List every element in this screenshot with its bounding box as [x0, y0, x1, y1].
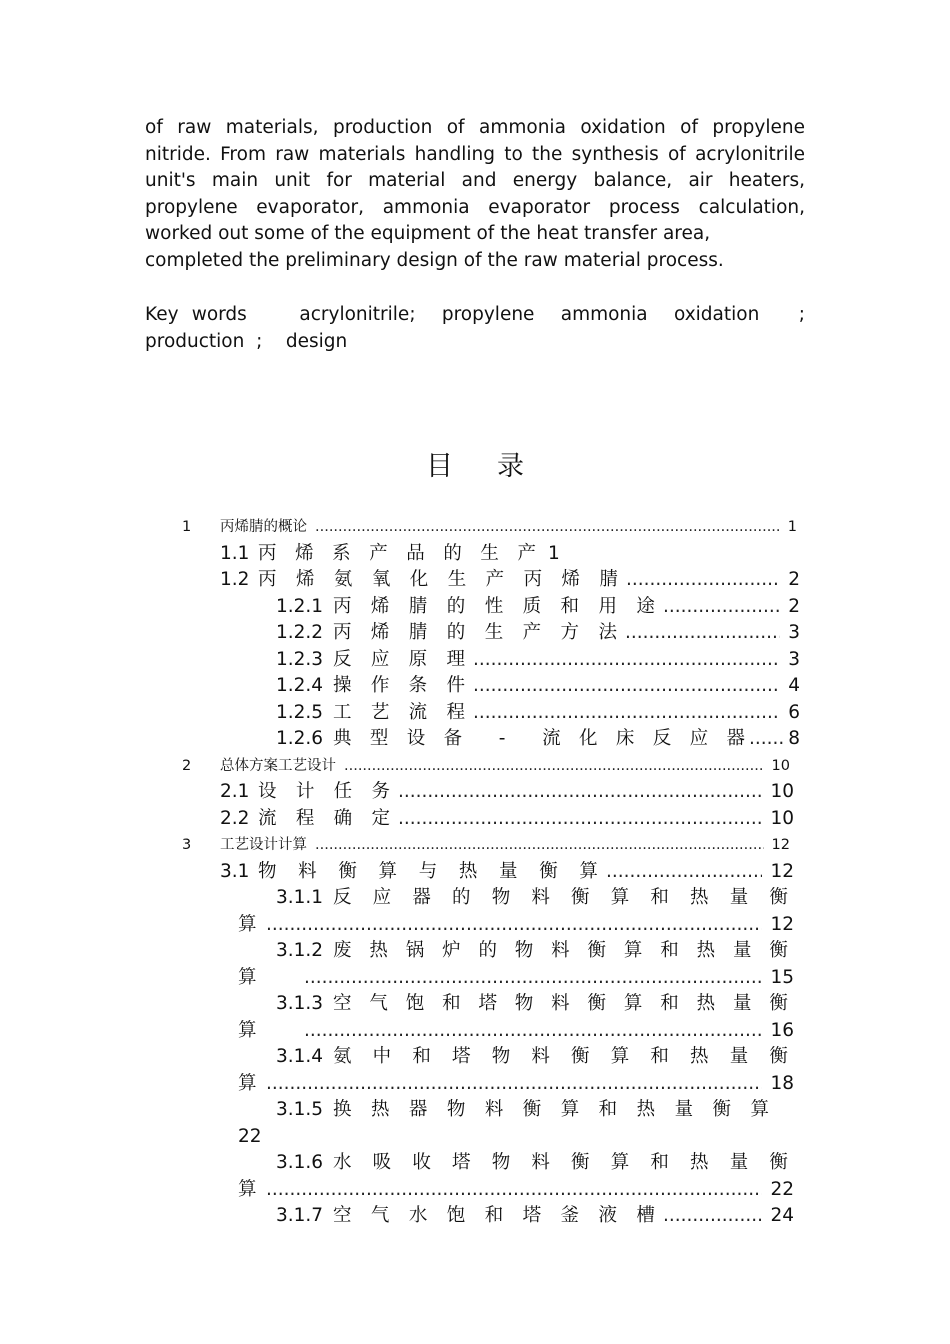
toc-title-char: 量 — [499, 861, 518, 882]
toc-entry-number: 3.1.7 — [276, 1205, 324, 1226]
toc-entry-title — [238, 1177, 258, 1203]
toc-title-char: 产 — [517, 543, 536, 564]
toc-title-char: 衡 — [571, 1046, 590, 1067]
toc-title-char: 中 — [372, 1046, 392, 1067]
toc-entry-page: 12 — [770, 861, 794, 882]
toc-title-char: 热 — [690, 1046, 709, 1067]
toc-title-char: 和 — [650, 1046, 669, 1067]
toc-title-char: 程 — [446, 702, 465, 723]
toc-title-char: 物 — [491, 1046, 511, 1067]
toc-dot-leader — [266, 1071, 762, 1097]
toc-title-char: 的 — [452, 887, 471, 908]
toc-title-char: 烯 — [295, 543, 314, 564]
toc-title-char: 丙 — [258, 543, 277, 564]
toc-title-char: 定 — [371, 808, 390, 829]
toc-title-char: 算 — [623, 940, 643, 961]
toc-title-char: 衡 — [769, 940, 788, 961]
toc-title-char: 物 — [514, 993, 534, 1014]
toc-title-char: 热 — [370, 1099, 390, 1120]
toc-title-char: 典 — [333, 728, 352, 749]
toc-title-char: 水 — [333, 1152, 352, 1173]
toc-title-char: 务 — [371, 781, 390, 802]
toc-title-char: 釜 — [560, 1205, 580, 1226]
toc-entry[interactable] — [276, 938, 790, 964]
toc-title-char: 衡 — [571, 1152, 590, 1173]
toc-title-char: 物 — [491, 887, 511, 908]
abstract-block — [145, 115, 805, 274]
toc-title-char: 料 — [484, 1099, 504, 1120]
toc-entry-number: 3.1.1 — [276, 887, 324, 908]
toc-title-char: 和 — [598, 1099, 618, 1120]
toc-title-char: 床 — [615, 728, 635, 749]
toc-entry-page: 22 — [770, 1179, 794, 1200]
toc-entry-number: 1.2 — [220, 569, 250, 590]
toc-entry[interactable] — [220, 541, 560, 567]
toc-title-char: 和 — [484, 1205, 504, 1226]
toc-title-char: 热 — [458, 861, 478, 882]
toc-entry-title: 总体方案工艺设计 — [220, 758, 336, 774]
toc-title-char: 算 — [560, 1099, 580, 1120]
toc-entry[interactable] — [276, 647, 800, 673]
toc-entry[interactable] — [276, 594, 800, 620]
toc-title-char: 料 — [531, 1152, 550, 1173]
toc-entry-number: 1.2.3 — [276, 649, 324, 670]
toc-title-char: 的 — [443, 543, 462, 564]
toc-title-char: 物 — [258, 861, 277, 882]
toc-title-char: 反 — [333, 887, 352, 908]
toc-entry-number: 1.1 — [220, 543, 250, 564]
toc-title-char: 器 — [408, 1099, 428, 1120]
toc-title-char: 衡 — [769, 1046, 788, 1067]
toc-entry-title — [238, 912, 258, 938]
toc-title-char: 腈 — [408, 596, 428, 617]
toc-title-char: 衡 — [587, 940, 607, 961]
toc-title-char: 算 — [238, 967, 257, 988]
toc-entry[interactable] — [276, 620, 800, 646]
toc-title-char: 热 — [369, 940, 388, 961]
toc-title-char: 塔 — [452, 1046, 471, 1067]
toc-title-char: 物 — [514, 940, 534, 961]
toc-entry-title: 丙烯腈的概论 — [220, 519, 307, 535]
toc-entry[interactable] — [276, 1150, 790, 1176]
toc-entry-page: 12 — [770, 914, 794, 935]
toc-dot-leader — [626, 567, 780, 593]
toc-title-char: 法 — [598, 622, 617, 643]
toc-title-char: 塔 — [452, 1152, 471, 1173]
toc-title-char: 料 — [551, 940, 570, 961]
toc-entry-number: 3 — [182, 837, 192, 853]
toc-title-char: 量 — [674, 1099, 694, 1120]
toc-entry-title — [333, 1150, 788, 1176]
toc-title-char: 算 — [238, 1179, 257, 1200]
toc-title-char: 化 — [409, 569, 429, 590]
toc-entry[interactable] — [238, 912, 794, 938]
toc-entry[interactable] — [276, 1097, 790, 1123]
toc-title-char: 衡 — [571, 887, 590, 908]
toc-dot-leader — [663, 594, 780, 620]
toc-title-char: 饱 — [405, 993, 425, 1014]
toc-entry-page: 10 — [770, 808, 794, 829]
toc-entry-page: 3 — [788, 649, 800, 670]
toc-title-char: 产 — [369, 543, 388, 564]
toc-title-char: 衡 — [587, 993, 607, 1014]
toc-title-char: 算 — [238, 1073, 257, 1094]
toc-entry[interactable] — [220, 859, 794, 885]
toc-title-char: 品 — [406, 543, 425, 564]
toc-title-char: 腈 — [599, 569, 618, 590]
toc-entry-title — [258, 779, 390, 805]
toc-title-char: 流 — [542, 728, 561, 749]
toc-title-char: 饱 — [446, 1205, 466, 1226]
toc-title-char: 槽 — [636, 1205, 655, 1226]
toc-entry-page: 16 — [770, 1020, 794, 1041]
toc-entry-title — [333, 991, 788, 1017]
toc-title-char: 件 — [446, 675, 465, 696]
toc-entry-page: 22 — [238, 1126, 262, 1147]
toc-title-char: 操 — [333, 675, 352, 696]
toc-entry[interactable] — [276, 700, 800, 726]
toc-entry-page: 1 — [548, 543, 560, 564]
toc-title-char: 换 — [333, 1099, 352, 1120]
toc-entry[interactable] — [238, 1018, 794, 1044]
toc-title-char: 收 — [412, 1152, 431, 1173]
toc-entry-number: 1.2.1 — [276, 596, 324, 617]
toc-entry-title: 工艺设计计算 — [220, 837, 307, 853]
toc-entry-number: 2.1 — [220, 781, 250, 802]
toc-dot-leader — [473, 700, 780, 726]
toc-title-char: 生 — [447, 569, 467, 590]
toc-title-char: - — [498, 728, 506, 749]
toc-entry-page: 2 — [788, 569, 800, 590]
toc-dot-leader — [304, 965, 762, 991]
toc-title-char: 算 — [238, 914, 257, 935]
toc-entry[interactable] — [276, 991, 790, 1017]
toc-entry-title — [333, 700, 465, 726]
toc-title-char: 衡 — [712, 1099, 732, 1120]
toc-entry-number: 3.1.5 — [276, 1099, 324, 1120]
toc-title-char: 算 — [610, 887, 630, 908]
toc-title-char: 热 — [690, 887, 709, 908]
toc-entry[interactable] — [220, 779, 794, 805]
toc-dot-leader — [473, 673, 780, 699]
toc-dot-leader — [398, 806, 762, 832]
toc-title-char: 丙 — [333, 622, 352, 643]
toc-title-char: 流 — [258, 808, 277, 829]
toc-entry[interactable] — [276, 726, 800, 752]
toc-title-char: 锅 — [405, 940, 425, 961]
toc-title-char: 气 — [370, 1205, 390, 1226]
toc-entry[interactable] — [238, 1177, 794, 1203]
toc-entry[interactable] — [238, 1071, 794, 1097]
toc-title-char: 质 — [522, 596, 542, 617]
keywords-line — [145, 302, 817, 355]
toc-title-char: 和 — [650, 1152, 669, 1173]
toc-title-char: 算 — [610, 1152, 630, 1173]
toc-entry-page: 12 — [771, 837, 790, 853]
toc-dot-leader — [663, 1203, 762, 1229]
toc-title-char: 器 — [726, 728, 745, 749]
toc-entry-title — [258, 806, 390, 832]
toc-entry-page: 1 — [787, 519, 797, 535]
toc-title-char: 算 — [238, 1020, 257, 1041]
toc-entry[interactable] — [276, 673, 800, 699]
toc-entry-number: 1.2.4 — [276, 675, 324, 696]
toc-title-char: 料 — [531, 1046, 550, 1067]
toc-entry-title — [238, 965, 296, 991]
toc-entry-title — [333, 1203, 655, 1229]
toc-title-char: 条 — [408, 675, 428, 696]
toc-title-char: 液 — [598, 1205, 617, 1226]
toc-entry[interactable] — [182, 514, 797, 540]
toc-entry-title — [238, 1071, 258, 1097]
toc-title-char: 应 — [689, 728, 709, 749]
toc-title-char: 氨 — [333, 569, 353, 590]
toc-title-char: 器 — [412, 887, 431, 908]
toc-entry-title — [333, 1097, 769, 1123]
toc-entry-page: 24 — [770, 1205, 794, 1226]
toc-entry[interactable] — [220, 806, 794, 832]
toc-title-char: 途 — [636, 596, 655, 617]
toc-title-char: 性 — [484, 596, 504, 617]
toc-title-char: 反 — [333, 649, 352, 670]
toc-dot-leader — [315, 514, 780, 540]
toc-dot-leader — [625, 620, 780, 646]
toc-title-char: 水 — [408, 1205, 428, 1226]
toc-title-char: 算 — [623, 993, 643, 1014]
abstract-last-line: completed the preliminary design of the raw material process. — [145, 249, 724, 271]
toc-title-char: 量 — [732, 993, 752, 1014]
toc-title-char: 烯 — [370, 622, 390, 643]
toc-title-char: 应 — [370, 649, 390, 670]
toc-title-char: 反 — [652, 728, 672, 749]
toc-entry[interactable] — [220, 567, 800, 593]
toc-title-char: 量 — [729, 1046, 749, 1067]
toc-title-char: 和 — [650, 887, 669, 908]
toc-entry-page: 10 — [771, 758, 790, 774]
toc-title-char: 料 — [298, 861, 317, 882]
toc-title-char: 计 — [295, 781, 315, 802]
toc-title-char: 塔 — [522, 1205, 542, 1226]
toc-entry-number: 3.1.3 — [276, 993, 324, 1014]
toc-entry[interactable] — [182, 753, 790, 779]
toc-title-char: 工 — [333, 702, 352, 723]
toc-title-char: 作 — [370, 675, 390, 696]
toc-title-char: 量 — [729, 887, 749, 908]
toc-title-char: 的 — [478, 940, 497, 961]
toc-entry-title — [333, 620, 617, 646]
toc-entry-page: 3 — [788, 622, 800, 643]
toc-entry[interactable] — [238, 965, 794, 991]
toc-dot-leader — [315, 832, 764, 858]
toc-title-char: 应 — [372, 887, 392, 908]
toc-title-char: 氧 — [371, 569, 391, 590]
toc-title-char: 艺 — [370, 702, 390, 723]
toc-title-char: 物 — [446, 1099, 466, 1120]
toc-title-char: 产 — [522, 622, 542, 643]
toc-dot-leader — [344, 753, 764, 779]
toc-title-char: 生 — [480, 543, 499, 564]
toc-dot-leader — [304, 1018, 762, 1044]
toc-title-char: 产 — [485, 569, 505, 590]
toc-title-char: 理 — [446, 649, 465, 670]
toc-title-char: 炉 — [442, 940, 461, 961]
toc-dot-leader — [473, 647, 780, 673]
toc-entry-number: 3.1.2 — [276, 940, 324, 961]
toc-entry-title — [333, 647, 465, 673]
toc-title-char: 量 — [729, 1152, 749, 1173]
toc-entry[interactable] — [276, 1044, 790, 1070]
toc-entry[interactable] — [276, 885, 790, 911]
toc-title-char: 衡 — [338, 861, 357, 882]
toc-entry-title — [238, 1018, 296, 1044]
toc-title-char: 的 — [446, 622, 466, 643]
toc-title-char: 程 — [295, 808, 315, 829]
toc-entry-page: 18 — [770, 1073, 794, 1094]
toc-title-char: 算 — [378, 861, 398, 882]
toc-title-char: 热 — [696, 940, 716, 961]
toc-entry-number: 2 — [182, 758, 192, 774]
toc-title-char: 空 — [333, 993, 352, 1014]
toc-title-char: 原 — [408, 649, 428, 670]
toc-title-char: 料 — [551, 993, 570, 1014]
toc-entry-page: 4 — [788, 675, 800, 696]
toc-entry-page: 2 — [788, 596, 800, 617]
toc-dot-leader — [749, 726, 784, 752]
toc-entry-title — [258, 859, 598, 885]
toc-title-char: 确 — [333, 808, 353, 829]
toc-title-char: 烯 — [370, 596, 390, 617]
toc-title-char: 和 — [660, 940, 679, 961]
toc-entry-title — [333, 726, 745, 752]
toc-title-char: 物 — [491, 1152, 511, 1173]
toc-entry-number: 2.2 — [220, 808, 250, 829]
toc-title-char: 设 — [258, 781, 277, 802]
toc-entry[interactable] — [182, 832, 790, 858]
toc-dot-leader — [266, 912, 762, 938]
toc-title-char: 算 — [579, 861, 598, 882]
toc-title-char: 和 — [660, 993, 679, 1014]
toc-entry[interactable] — [238, 1124, 262, 1150]
toc-title-char: 衡 — [769, 887, 788, 908]
toc-entry-title — [333, 885, 788, 911]
toc-title-char: 氨 — [333, 1046, 352, 1067]
toc-title-char: 废 — [333, 940, 352, 961]
toc-entry-title — [333, 938, 788, 964]
toc-entry-page: 10 — [770, 781, 794, 802]
toc-title-char: 算 — [610, 1046, 630, 1067]
toc-title-char: 型 — [369, 728, 389, 749]
toc-title-char: 备 — [443, 728, 463, 749]
toc-title-char: 设 — [406, 728, 426, 749]
toc-entry-number: 3.1 — [220, 861, 250, 882]
toc-entry-title — [333, 594, 655, 620]
toc-dot-leader — [606, 859, 762, 885]
toc-title-char: 衡 — [769, 1152, 788, 1173]
toc-title-char: 系 — [332, 543, 351, 564]
toc-entry-title — [258, 541, 536, 567]
abstract-paragraph: of raw materials, production of ammonia oxidation of propylene nitride. From raw materials handling to the synthesis of acrylonitrile unit's main unit for material and energy balance, air heaters, propylene evaporator, ammonia evaporator process calculation, worked out some of the equipment of the heat transfer area, — [145, 117, 805, 244]
toc-title-char: 丙 — [333, 596, 352, 617]
toc-dot-leader — [398, 779, 762, 805]
toc-entry-number: 1.2.5 — [276, 702, 324, 723]
toc-title-char: 和 — [442, 993, 461, 1014]
toc-title-char: 烯 — [561, 569, 581, 590]
toc-entry-number: 3.1.4 — [276, 1046, 324, 1067]
toc-title-char: 与 — [418, 861, 438, 882]
toc-title-char: 量 — [732, 940, 752, 961]
toc-title-char: 用 — [598, 596, 617, 617]
toc-title-char: 化 — [579, 728, 598, 749]
toc-entry-page: 8 — [788, 728, 800, 749]
toc-entry[interactable] — [276, 1203, 794, 1229]
toc-title-char: 气 — [369, 993, 388, 1014]
toc-title-char: 衡 — [769, 993, 788, 1014]
toc-title-char: 任 — [333, 781, 353, 802]
toc-title-char: 衡 — [539, 861, 558, 882]
toc-title-char: 热 — [690, 1152, 709, 1173]
toc-entry-number: 3.1.6 — [276, 1152, 324, 1173]
keywords-text: Key words acrylonitrile; propylene ammonia oxidation ; production ; design — [145, 304, 817, 352]
toc-title-char: 方 — [560, 622, 580, 643]
toc-entry-number: 1.2.6 — [276, 728, 324, 749]
toc-title-char: 和 — [560, 596, 580, 617]
toc-entry-title — [333, 673, 465, 699]
toc-entry-title — [333, 1044, 788, 1070]
toc-entry-number: 1 — [182, 519, 192, 535]
toc-title-char: 和 — [412, 1046, 431, 1067]
toc-title-char: 料 — [531, 887, 550, 908]
toc-title-char: 流 — [408, 702, 428, 723]
toc-title-char: 腈 — [408, 622, 428, 643]
toc-entry-page: 6 — [788, 702, 800, 723]
toc-title: 目录 — [426, 451, 568, 482]
toc-title-char: 的 — [446, 596, 466, 617]
toc-title-char: 生 — [484, 622, 504, 643]
toc-title-char: 丙 — [523, 569, 543, 590]
toc-title-char: 烯 — [295, 569, 315, 590]
toc-entry-title — [258, 567, 618, 593]
toc-title-char: 塔 — [478, 993, 497, 1014]
toc-entry-page: 15 — [770, 967, 794, 988]
toc-title-char: 空 — [333, 1205, 352, 1226]
toc-dot-leader — [266, 1177, 762, 1203]
toc-title-char: 衡 — [522, 1099, 542, 1120]
toc-entry-number: 1.2.2 — [276, 622, 324, 643]
toc-title-char: 热 — [636, 1099, 656, 1120]
toc-title-char: 吸 — [372, 1152, 392, 1173]
toc-title-char: 丙 — [258, 569, 277, 590]
toc-title-char: 算 — [750, 1099, 769, 1120]
toc-title-char: 热 — [696, 993, 716, 1014]
